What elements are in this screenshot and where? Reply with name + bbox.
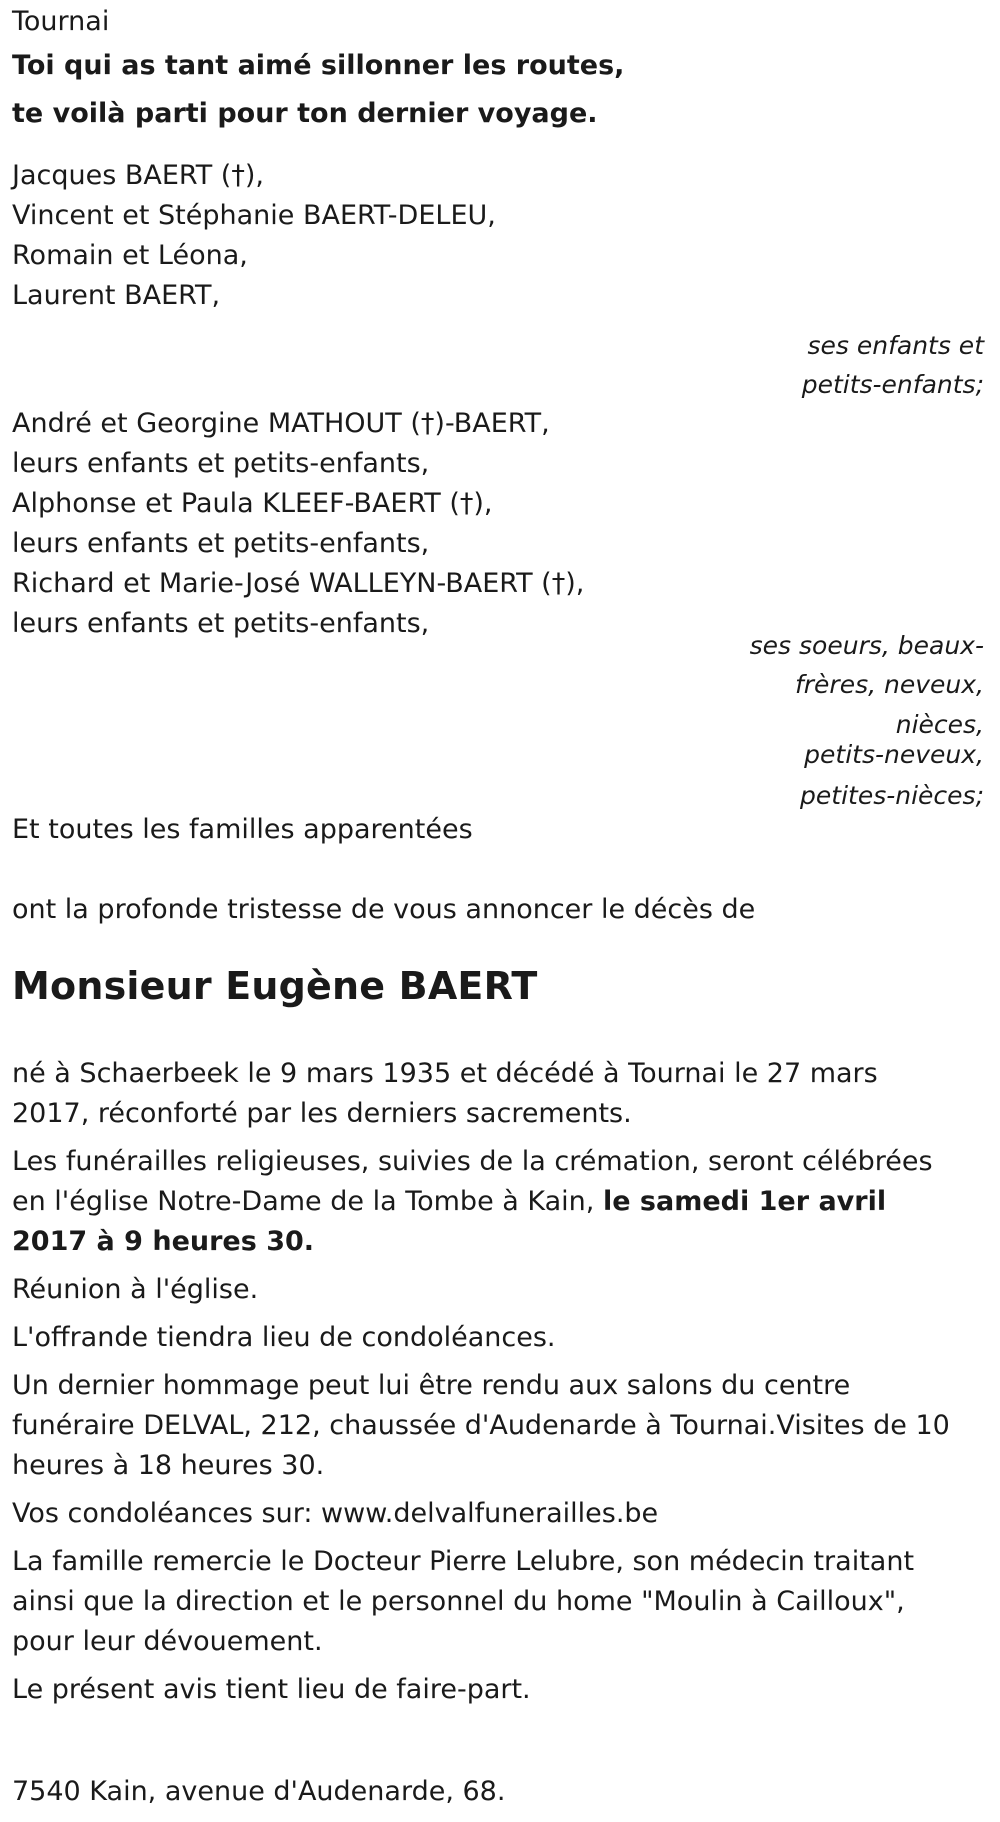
family-member: Laurent BAERT, bbox=[12, 280, 221, 311]
location: Tournai bbox=[12, 6, 110, 37]
announcement-text: ont la profonde tristesse de vous annoncer le décès de bbox=[12, 894, 756, 925]
relation-line: frères, neveux, bbox=[794, 670, 984, 699]
funeral-date: le samedi 1er avril 2017 à 9 heures 30. bbox=[12, 1186, 887, 1257]
family-member: Richard et Marie-José WALLEYN-BAERT (†), bbox=[12, 568, 585, 599]
family-member: André et Georgine MATHOUT (†)-BAERT, bbox=[12, 408, 550, 439]
family-group-siblings bbox=[12, 404, 584, 644]
condolences-text: Vos condoléances sur: www.delvalfunerailles.be bbox=[12, 1498, 659, 1529]
family-member: Alphonse et Paula KLEEF-BAERT (†), bbox=[12, 488, 493, 519]
funeral-text: Les funérailles religieuses, suivies de la crémation, seront célébrées en l'église Notre-Dame de la Tombe à Kain, bbox=[12, 1146, 933, 1217]
deceased-name: Monsieur Eugène BAERT bbox=[12, 964, 538, 1008]
relation-siblings bbox=[684, 626, 986, 815]
funeral-paragraph bbox=[12, 1142, 962, 1262]
relation-line: petits-neveux, bbox=[804, 740, 984, 769]
family-group-children bbox=[12, 156, 496, 316]
details bbox=[12, 1054, 962, 1710]
birth-death-text: né à Schaerbeek le 9 mars 1935 et décédé à Tournai le 27 mars 2017, réconforté par les derniers sacrements. bbox=[12, 1058, 878, 1129]
family-member: leurs enfants et petits-enfants, bbox=[12, 528, 430, 559]
family-member: Jacques BAERT (†), bbox=[12, 160, 264, 191]
relation-line: petits-enfants; bbox=[801, 370, 984, 399]
address-text: 7540 Kain, avenue d'Audenarde, 68. bbox=[12, 1776, 506, 1807]
offering-text: L'offrande tiendra lieu de condoléances. bbox=[12, 1322, 556, 1353]
family-member: leurs enfants et petits-enfants, bbox=[12, 448, 430, 479]
poem-line: Toi qui as tant aimé sillonner les routes, bbox=[12, 50, 625, 81]
family-member: Vincent et Stéphanie BAERT-DELEU, bbox=[12, 200, 496, 231]
family-member: Romain et Léona, bbox=[12, 240, 248, 271]
relation-line: petites-nièces; bbox=[800, 781, 984, 810]
poem bbox=[12, 42, 624, 138]
relation-line: ses soeurs, beaux- bbox=[749, 631, 984, 660]
tribute-text: Un dernier hommage peut lui être rendu aux salons du centre funéraire DELVAL, 212, chaussée d'Audenarde à Tournai.Visites de 10 heures à 18 heures 30. bbox=[12, 1370, 950, 1481]
family-member: leurs enfants et petits-enfants, bbox=[12, 608, 430, 639]
relation-line: nièces, bbox=[895, 710, 984, 739]
relation-children bbox=[684, 326, 986, 404]
families-text: Et toutes les familles apparentées bbox=[12, 814, 473, 845]
poem-line: te voilà parti pour ton dernier voyage. bbox=[12, 98, 598, 129]
notice-text: Le présent avis tient lieu de faire-part. bbox=[12, 1674, 531, 1705]
relation-line: ses enfants et bbox=[807, 331, 984, 360]
thanks-text: La famille remercie le Docteur Pierre Lelubre, son médecin traitant ainsi que la direction et le personnel du home "Moulin à Cailloux", pour leur dévouement. bbox=[12, 1546, 915, 1657]
meeting-text: Réunion à l'église. bbox=[12, 1274, 259, 1305]
